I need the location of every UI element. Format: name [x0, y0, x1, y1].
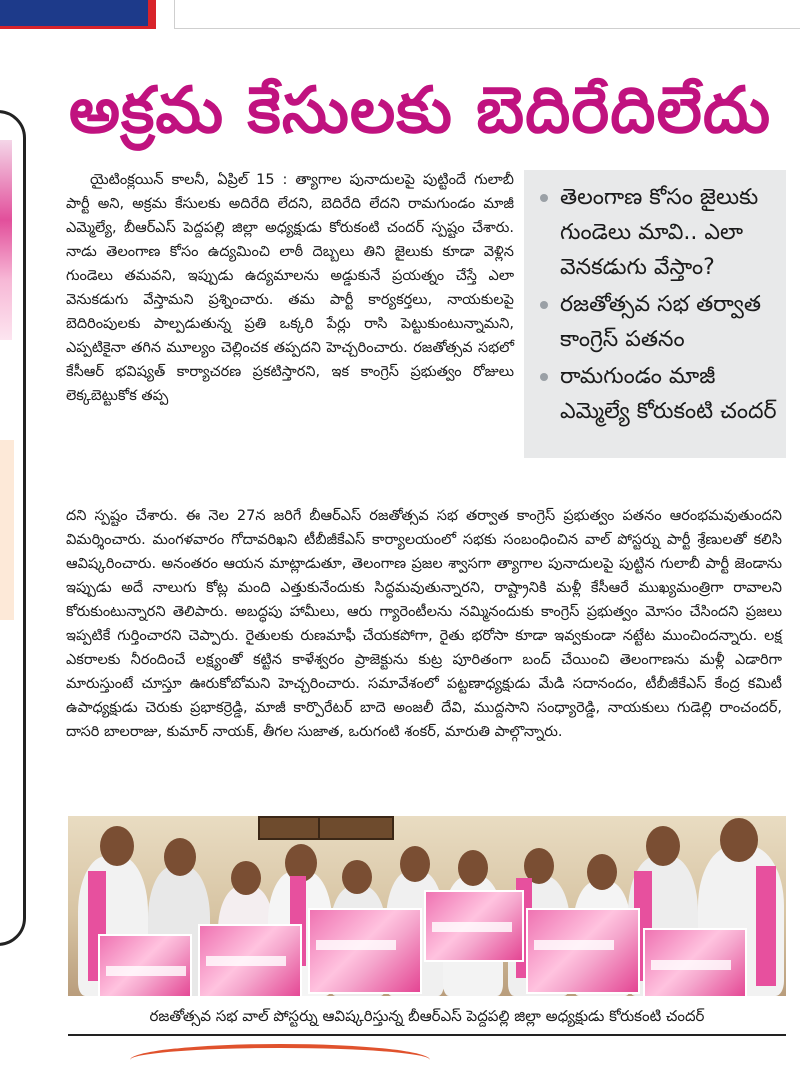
wall-poster — [308, 908, 422, 994]
decorative-swoosh — [130, 1044, 430, 1076]
person-head — [720, 818, 758, 862]
wall-poster — [198, 924, 302, 996]
wall-frame — [318, 816, 394, 840]
highlight-text: రజతోత్సవ సభ తర్వాత కాంగ్రెస్ పతనం — [560, 292, 761, 352]
person-head — [231, 861, 261, 895]
person-head — [458, 850, 488, 886]
person-head — [100, 826, 134, 866]
article-column — [66, 168, 514, 408]
bullet-icon — [540, 194, 548, 202]
highlight-text: రామగుండం మాజీ ఎమ్మెల్యే కోరుకంటి చందర్ — [560, 364, 777, 424]
person-head — [400, 846, 430, 882]
person-head — [164, 838, 196, 876]
highlight-item — [532, 359, 778, 429]
article-paragraph-full: దని స్పష్టం చేశారు. ఈ నెల 27న జరిగే బీఆర్ఎస్ రజతోత్సవ సభ తర్వాత కాంగ్రెస్ ప్రభుత్వం పతనం ఆరంభమవుతుందని విమర్శించారు. మంగళవారం గోదావరిఖని టీబీజీకేఎస్ కార్యాలయంలో సభకు సంబంధించిన వాల్ పోస్టర్ను పార్టీ శ్రేణులతో కలిసి ఆవిష్కరించారు. అనంతరం ఆయన మాట్లాడుతూ, తెలంగాణ ప్రజల శ్వాసగా త్యాగాల పునాదులపై పుట్టిన గులాబీ పార్టీ జెండాను ఇప్పుడు అదే నాలుగు కోట్ల మంది ఎత్తుకునేందుకు సిద్ధమవుతున్నారని, రాష్ట్రానికి మళ్లీ కేసీఆరే ముఖ్యమంత్రిగా రావాలని కోరుకుంటున్నారని తెలిపారు. అబద్ధపు హామీలు, ఆరు గ్యారెంటీలను నమ్మినందుకు కాంగ్రెస్ ప్రభుత్వం మోసం చేసిందని ప్రజలు ఇప్పటికే గుర్తించారని చెప్పారు. రైతులకు రుణమాఫీ చేయకపోగా, రైతు భరోసా కూడా ఇవ్వకుండా నట్టేట ముంచిందన్నారు. లక్ష ఎకరాలకు నీరందించే లక్ష్యంతో కట్టిన కాళేశ్వరం ప్రాజెక్టును కుట్ర పూరితంగా బంద్ చేయించి తెలంగాణను మళ్లీ ఎడారిగా మారుస్తుంటే చూస్తూ ఊరుకోబోమని హెచ్చరించారు. సమావేశంలో పట్టణాధ్యక్షుడు మేడి సదానందం, టీబీజీకేఎస్ కేంద్ర కమిటీ ఉపాధ్యక్షుడు చెరుకు ప్రభాకర్రెడ్డి, మాజీ కార్పొరేటర్ బాదె అంజలీ దేవి, ముద్దసాని సంధ్యారెడ్డి, నాయకులు గుడెల్లి రాంచందర్, దాసరి బాలరాజు, కుమార్ నాయక్, తీగల సుజాత, ఒరుగంటి శంకర్, మారుతి పాల్గొన్నారు. — [66, 508, 782, 740]
wall-poster — [643, 928, 747, 996]
news-photo — [68, 816, 786, 996]
bullet-icon — [540, 301, 548, 309]
wall-poster — [526, 908, 640, 994]
top-article-box — [174, 0, 800, 29]
party-scarf — [756, 866, 776, 986]
highlights-box — [524, 170, 786, 458]
article-paragraph-column: యైటింక్లయిన్ కాలనీ, ఏప్రిల్ 15 : త్యాగాల పునాదులపై పుట్టిందే గులాబీ పార్టీ అని, అక్రమ కేసులకు అదిరేది లేదని, బెదిరేది లేదని రామగుండం మాజీ ఎమ్మెల్యే, బీఆర్ఎస్ పెద్దపల్లి జిల్లా అధ్యక్షుడు కోరుకంటి చందర్ స్పష్టం చేశారు. నాడు తెలంగాణ కోసం ఉద్యమించి లాఠీ దెబ్బలు తిని జైలుకు కూడా వెళ్లిన గుండెలు తమవని, ఇప్పుడు ఉద్యమాలను అడ్డుకునే ప్రయత్నం చేస్తే ఎలా వెనుకడుగు వేస్తామని ప్రశ్నించారు. తమ పార్టీ కార్యకర్తలు, నాయకులపై బెదిరింపులకు పాల్పడుతున్న ప్రతి ఒక్కరి పేర్లు రాసి పెట్టుకుంటున్నామని, ఎప్పటికైనా తగిన మూల్యం చెల్లించక తప్పదని హెచ్చరించారు. రజతోత్సవ సభలో కేసీఆర్ భవిష్యత్ కార్యాచరణ ప్రకటిస్తారని, ఇక కాంగ్రెస్ ప్రభుత్వం రోజులు లెక్కబెట్టుకోక తప్ప — [66, 172, 514, 404]
article-full-width — [66, 504, 782, 744]
wall-poster — [98, 934, 192, 996]
bullet-icon — [540, 373, 548, 381]
adjacent-photo-strip — [0, 140, 12, 340]
headline: అక్రమ కేసులకు బెదిరేదిలేదు — [68, 74, 772, 148]
person-head — [646, 826, 680, 866]
highlight-item — [532, 180, 778, 285]
person-head — [587, 854, 617, 890]
adjacent-ad-strip — [0, 440, 14, 620]
wall-poster — [424, 890, 524, 962]
highlight-item — [532, 287, 778, 357]
photo-caption: రజతోత్సవ సభ వాల్ పోస్టర్ను ఆవిష్కరిస్తున్న బీఆర్ఎస్ పెద్దపల్లి జిల్లా అధ్యక్షుడు కోరుకంటి చందర్ — [68, 1000, 786, 1036]
masthead-logo-block — [0, 0, 150, 29]
person-head — [342, 860, 372, 894]
highlight-text: తెలంగాణ కోసం జైలుకు గుండెలు మావి.. ఎలా వెనకడుగు వేస్తాం? — [560, 185, 759, 280]
